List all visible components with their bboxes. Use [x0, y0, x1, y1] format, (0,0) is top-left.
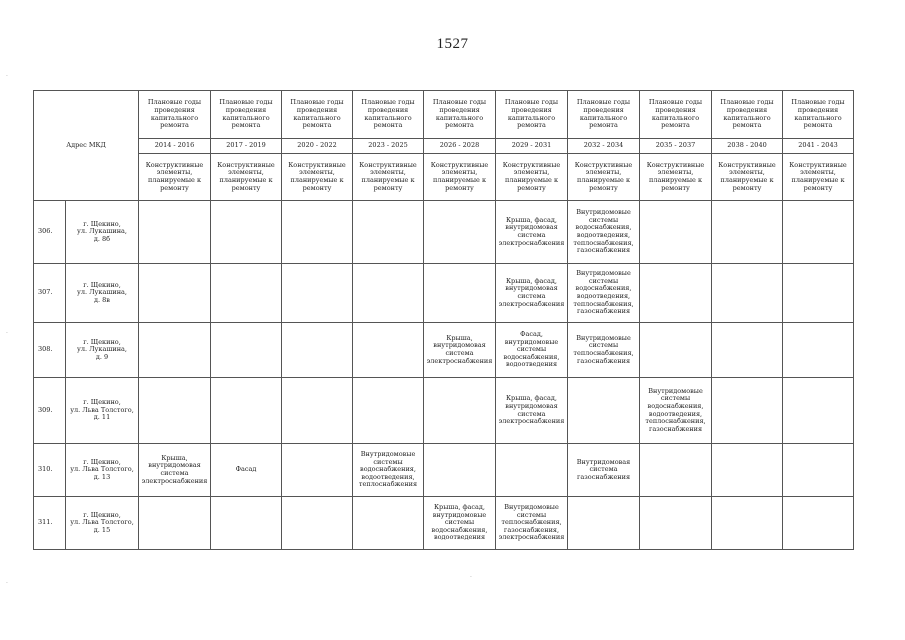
table-row: [34, 323, 854, 378]
elements-header: Конструктивные элементы, планируемые к ремонту: [568, 154, 640, 201]
repair-elements-cell: [282, 323, 353, 378]
repair-elements-cell: [282, 444, 353, 497]
repair-elements-cell: [353, 323, 424, 378]
repair-elements-cell: [211, 201, 282, 264]
repair-elements-cell: [211, 378, 282, 444]
plan-years-header: Плановые годы проведения капитального ремонта: [783, 91, 854, 139]
period-header: 2014 - 2016: [139, 139, 211, 154]
period-header: 2026 - 2028: [424, 139, 496, 154]
elements-header: Конструктивные элементы, планируемые к ремонту: [139, 154, 211, 201]
repair-elements-cell: [783, 201, 854, 264]
repair-elements-cell: [139, 323, 211, 378]
repair-elements-cell: [712, 378, 783, 444]
repair-elements-cell: [211, 264, 282, 323]
repair-elements-cell: [712, 201, 783, 264]
repair-elements-cell: [640, 201, 712, 264]
repair-elements-cell: [282, 497, 353, 550]
table-row: [34, 201, 854, 264]
repair-elements-cell: [712, 323, 783, 378]
plan-years-header: Плановые годы проведения капитального ремонта: [353, 91, 424, 139]
building-address: г. Щекино, ул. Льва Толстого, д. 13: [66, 444, 139, 497]
plan-years-header: Плановые годы проведения капитального ремонта: [496, 91, 568, 139]
period-header: 2020 - 2022: [282, 139, 353, 154]
repair-elements-cell: [640, 323, 712, 378]
repair-elements-cell: Крыша, внутридомовая система электроснабжения: [139, 444, 211, 497]
table-row: [34, 378, 854, 444]
repair-elements-cell: [712, 264, 783, 323]
repair-elements-cell: Крыша, фасад, внутридомовая система электроснабжения: [496, 264, 568, 323]
repair-elements-cell: [712, 444, 783, 497]
row-number: 306.: [34, 201, 66, 264]
elements-header: Конструктивные элементы, планируемые к ремонту: [424, 154, 496, 201]
repair-elements-cell: [353, 264, 424, 323]
period-header: 2038 - 2040: [712, 139, 783, 154]
building-address: г. Щекино, ул. Лукашина, д. 8б: [66, 201, 139, 264]
repair-elements-cell: [353, 497, 424, 550]
repair-elements-cell: [139, 201, 211, 264]
table-row: [34, 264, 854, 323]
building-address: г. Щекино, ул. Лукашина, д. 8в: [66, 264, 139, 323]
plan-years-header: Плановые годы проведения капитального ремонта: [282, 91, 353, 139]
repair-elements-cell: Внутридомовые системы теплоснабжения, газоснабжения: [568, 323, 640, 378]
plan-years-header: Плановые годы проведения капитального ремонта: [640, 91, 712, 139]
building-address: г. Щекино, ул. Лукашина, д. 9: [66, 323, 139, 378]
building-address: г. Щекино, ул. Льва Толстого, д. 11: [66, 378, 139, 444]
elements-header: Конструктивные элементы, планируемые к ремонту: [282, 154, 353, 201]
elements-header: Конструктивные элементы, планируемые к ремонту: [353, 154, 424, 201]
period-header: 2017 - 2019: [211, 139, 282, 154]
repair-elements-cell: [712, 497, 783, 550]
period-header: 2032 - 2034: [568, 139, 640, 154]
repair-elements-cell: [568, 497, 640, 550]
repair-elements-cell: [139, 264, 211, 323]
repair-elements-cell: [496, 444, 568, 497]
table-row: [34, 444, 854, 497]
plan-years-header: Плановые годы проведения капитального ремонта: [424, 91, 496, 139]
plan-years-header: Плановые годы проведения капитального ремонта: [712, 91, 783, 139]
period-header: 2035 - 2037: [640, 139, 712, 154]
elements-header: Конструктивные элементы, планируемые к ремонту: [640, 154, 712, 201]
repair-elements-cell: Внутридомовые системы водоснабжения, водоотведения, теплоснабжения: [353, 444, 424, 497]
repair-elements-cell: [139, 378, 211, 444]
elements-header: Конструктивные элементы, планируемые к ремонту: [496, 154, 568, 201]
plan-years-header: Плановые годы проведения капитального ремонта: [211, 91, 282, 139]
repair-elements-cell: Крыша, фасад, внутридомовая система электроснабжения: [496, 201, 568, 264]
plan-years-header: Плановые годы проведения капитального ремонта: [568, 91, 640, 139]
repair-elements-cell: [282, 264, 353, 323]
period-header: 2041 - 2043: [783, 139, 854, 154]
repair-elements-cell: Внутридомовые системы водоснабжения, водоотведения, теплоснабжения, газоснабжения: [568, 264, 640, 323]
repair-elements-cell: [139, 497, 211, 550]
repair-elements-cell: [783, 323, 854, 378]
repair-elements-cell: Фасад, внутридомовые системы водоснабжения, водоотведения: [496, 323, 568, 378]
plan-years-header: Плановые годы проведения капитального ремонта: [139, 91, 211, 139]
repair-elements-cell: Внутридомовые системы водоснабжения, водоотведения, теплоснабжения, газоснабжения: [640, 378, 712, 444]
repair-schedule-table: [33, 90, 854, 550]
repair-elements-cell: Внутридомовые системы водоснабжения, водоотведения, теплоснабжения, газоснабжения: [568, 201, 640, 264]
repair-elements-cell: [783, 444, 854, 497]
repair-elements-cell: Крыша, фасад, внутридомовые системы водоснабжения, водоотведения: [424, 497, 496, 550]
repair-elements-cell: [783, 378, 854, 444]
repair-elements-cell: Внутридомовая система газоснабжения: [568, 444, 640, 497]
period-header: 2023 - 2025: [353, 139, 424, 154]
repair-elements-cell: [424, 378, 496, 444]
repair-elements-cell: [640, 264, 712, 323]
repair-elements-cell: [424, 264, 496, 323]
repair-elements-cell: Фасад: [211, 444, 282, 497]
row-number: 307.: [34, 264, 66, 323]
row-number: 308.: [34, 323, 66, 378]
repair-elements-cell: [568, 378, 640, 444]
repair-elements-cell: [640, 444, 712, 497]
address-column-header: Адрес МКД: [34, 91, 139, 201]
row-number: 310.: [34, 444, 66, 497]
repair-elements-cell: [211, 323, 282, 378]
elements-header: Конструктивные элементы, планируемые к ремонту: [211, 154, 282, 201]
repair-elements-cell: [282, 201, 353, 264]
repair-elements-cell: [783, 264, 854, 323]
repair-elements-cell: [353, 201, 424, 264]
elements-header: Конструктивные элементы, планируемые к ремонту: [783, 154, 854, 201]
repair-elements-cell: [282, 378, 353, 444]
page-number: 1527: [436, 36, 469, 52]
elements-header: Конструктивные элементы, планируемые к ремонту: [712, 154, 783, 201]
repair-elements-cell: [424, 444, 496, 497]
repair-elements-cell: [640, 497, 712, 550]
repair-elements-cell: Крыша, фасад, внутридомовая система электроснабжения: [496, 378, 568, 444]
repair-elements-cell: Крыша, внутридомовая система электроснабжения: [424, 323, 496, 378]
period-header: 2029 - 2031: [496, 139, 568, 154]
repair-elements-cell: Внутридомовые системы теплоснабжения, газоснабжения, электроснабжения: [496, 497, 568, 550]
row-number: 309.: [34, 378, 66, 444]
table-row: [34, 497, 854, 550]
row-number: 311.: [34, 497, 66, 550]
repair-elements-cell: [211, 497, 282, 550]
repair-elements-cell: [353, 378, 424, 444]
repair-elements-cell: [783, 497, 854, 550]
repair-elements-cell: [424, 201, 496, 264]
building-address: г. Щекино, ул. Льва Толстого, д. 15: [66, 497, 139, 550]
